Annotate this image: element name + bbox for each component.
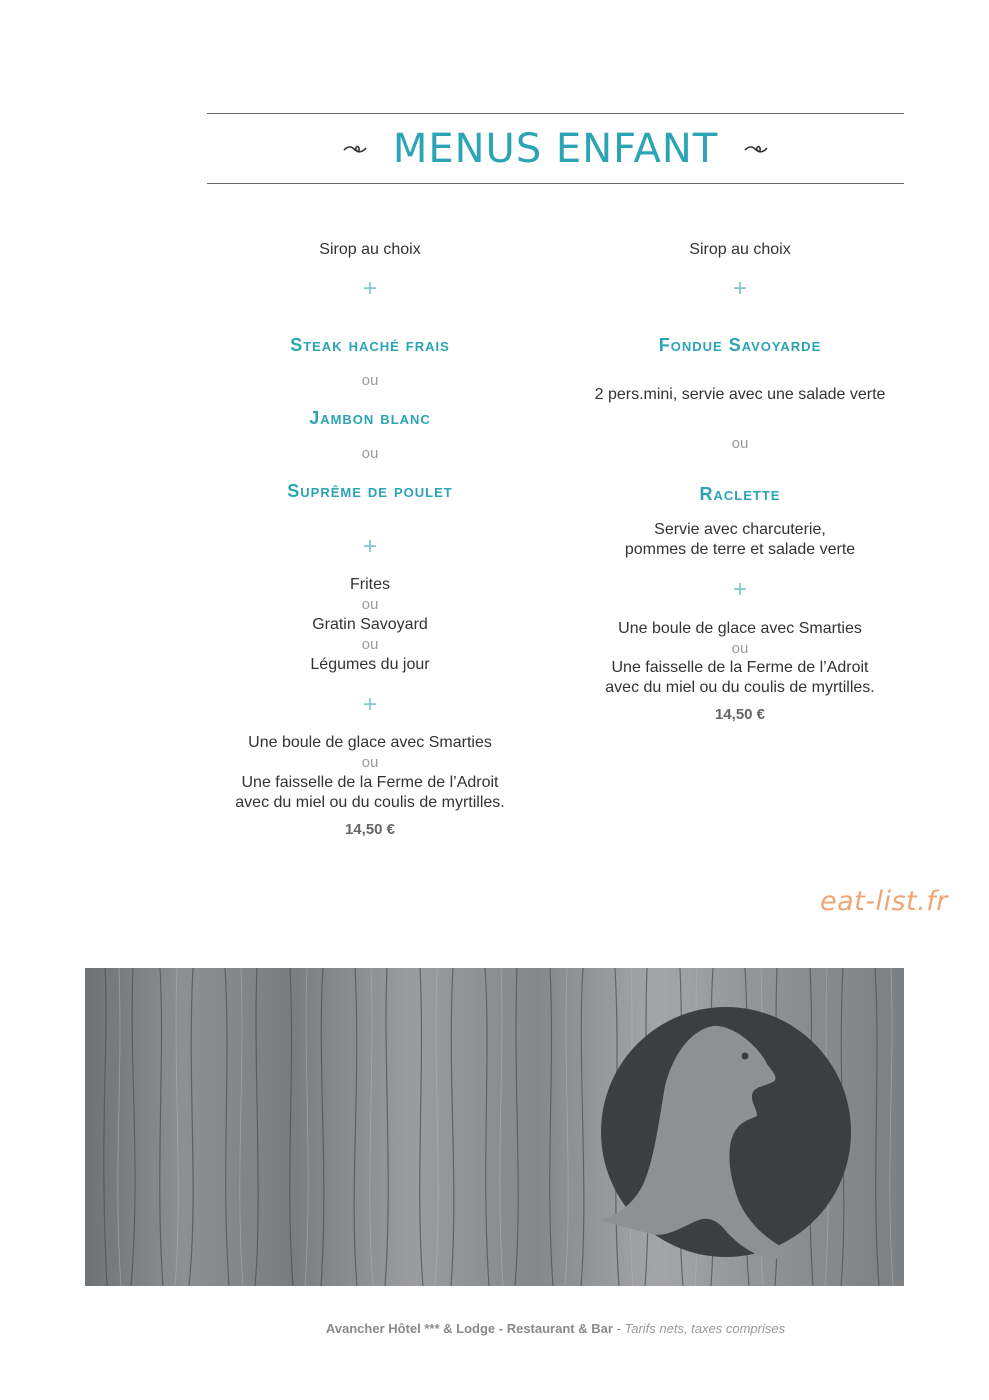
dish-fondue: Fondue Savoyarde bbox=[658, 335, 822, 355]
menu-price: 14,50 € bbox=[714, 706, 766, 723]
drink-item: Sirop au choix bbox=[319, 241, 421, 258]
side-frites: Frites bbox=[350, 576, 390, 593]
dish-poulet: Suprême de poulet bbox=[287, 481, 453, 501]
plus-separator: + bbox=[362, 691, 377, 718]
or-separator: ou bbox=[361, 754, 379, 771]
marmot-logo-icon bbox=[601, 1007, 851, 1259]
footer bbox=[207, 1321, 904, 1336]
plus-separator: + bbox=[362, 275, 377, 302]
page-title: MENUS ENFANT bbox=[392, 126, 719, 172]
side-gratin: Gratin Savoyard bbox=[312, 616, 428, 633]
dish-raclette: Raclette bbox=[699, 484, 781, 504]
or-separator: ou bbox=[731, 640, 749, 657]
dessert-glace: Une boule de glace avec Smarties bbox=[618, 620, 862, 637]
side-legumes: Légumes du jour bbox=[310, 656, 430, 673]
dish-steak: Steak haché frais bbox=[290, 335, 450, 355]
swirl-ornament-icon bbox=[343, 142, 367, 156]
title-bottom-rule bbox=[207, 183, 904, 184]
dessert-faisselle-detail: avec du miel ou du coulis de myrtilles. bbox=[235, 794, 505, 811]
wood-banner-image bbox=[85, 968, 904, 1286]
or-separator: ou bbox=[361, 596, 379, 613]
title-top-rule bbox=[207, 113, 904, 114]
or-separator: ou bbox=[731, 435, 749, 452]
dish-raclette-description-2: pommes de terre et salade verte bbox=[624, 541, 856, 558]
plus-separator: + bbox=[732, 576, 747, 603]
or-separator: ou bbox=[361, 445, 379, 462]
plus-separator: + bbox=[732, 275, 747, 302]
menu-price: 14,50 € bbox=[344, 821, 396, 838]
dessert-faisselle-detail: avec du miel ou du coulis de myrtilles. bbox=[605, 679, 875, 696]
footer-separator: - bbox=[612, 1321, 625, 1336]
dish-jambon: Jambon blanc bbox=[309, 408, 431, 428]
dish-fondue-description: 2 pers.mini, servie avec une salade verte bbox=[594, 386, 886, 403]
title-banner bbox=[207, 118, 904, 180]
footer-note: Tarifs nets, taxes comprises bbox=[624, 1321, 786, 1336]
dessert-faisselle: Une faisselle de la Ferme de l’Adroit bbox=[611, 659, 869, 676]
or-separator: ou bbox=[361, 372, 379, 389]
dessert-faisselle: Une faisselle de la Ferme de l’Adroit bbox=[241, 774, 499, 791]
dessert-glace: Une boule de glace avec Smarties bbox=[248, 734, 492, 751]
plus-separator: + bbox=[362, 533, 377, 560]
dish-raclette-description: Servie avec charcuterie, bbox=[654, 521, 826, 538]
watermark: eat-list.fr bbox=[820, 886, 948, 917]
footer-establishment: Avancher Hôtel *** & Lodge - Restaurant & Bar bbox=[325, 1321, 613, 1336]
or-separator: ou bbox=[361, 636, 379, 653]
drink-item: Sirop au choix bbox=[689, 241, 791, 258]
swirl-ornament-icon bbox=[744, 142, 768, 156]
